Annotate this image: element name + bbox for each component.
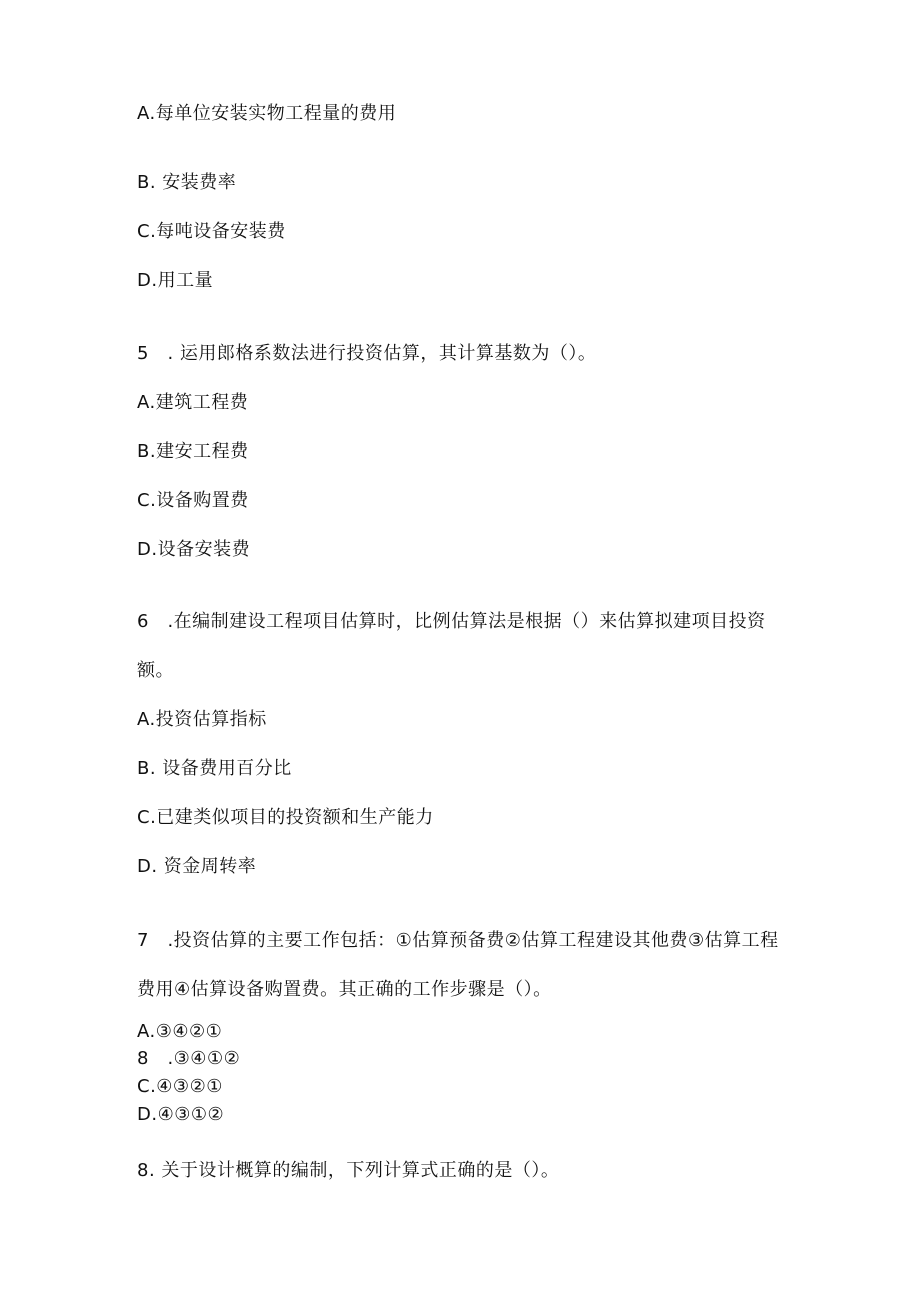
q6-option-b: B. 设备费用百分比 (137, 758, 292, 779)
q8-stem: 8. 关于设计概算的编制，下列计算式正确的是（）。 (137, 1160, 560, 1181)
q7-option-b: 8 .③④①② (137, 1048, 241, 1069)
q7-option-a: A.③④②① (137, 1021, 223, 1042)
q5-option-d: D.设备安装费 (137, 539, 251, 560)
q7-option-d: D.④③①② (137, 1104, 225, 1125)
q4-option-a: A.每单位安装实物工程量的费用 (137, 103, 397, 124)
q5-stem: 5 . 运用郎格系数法进行投资估算，其计算基数为（）。 (137, 343, 597, 364)
q5-option-a: A.建筑工程费 (137, 392, 249, 413)
q7-stem-line2: 费用④估算设备购置费。其正确的工作步骤是（）。 (137, 979, 552, 1000)
q5-option-b: B.建安工程费 (137, 441, 249, 462)
q4-option-d: D.用工量 (137, 270, 214, 291)
q6-option-c: C.已建类似项目的投资额和生产能力 (137, 807, 434, 828)
q5-option-c: C.设备购置费 (137, 490, 249, 511)
q4-option-b: B. 安装费率 (137, 172, 237, 193)
q4-option-c: C.每吨设备安装费 (137, 221, 286, 242)
q6-option-d: D. 资金周转率 (137, 856, 257, 877)
q6-option-a: A.投资估算指标 (137, 709, 267, 730)
q7-option-c: C.④③②① (137, 1076, 223, 1097)
q6-stem-line1: 6 .在编制建设工程项目估算时，比例估算法是根据（）来估算拟建项目投资 (137, 611, 766, 632)
q7-stem-line1: 7 .投资估算的主要工作包括：①估算预备费②估算工程建设其他费③估算工程 (137, 930, 779, 951)
q6-stem-line2: 额。 (137, 660, 174, 681)
